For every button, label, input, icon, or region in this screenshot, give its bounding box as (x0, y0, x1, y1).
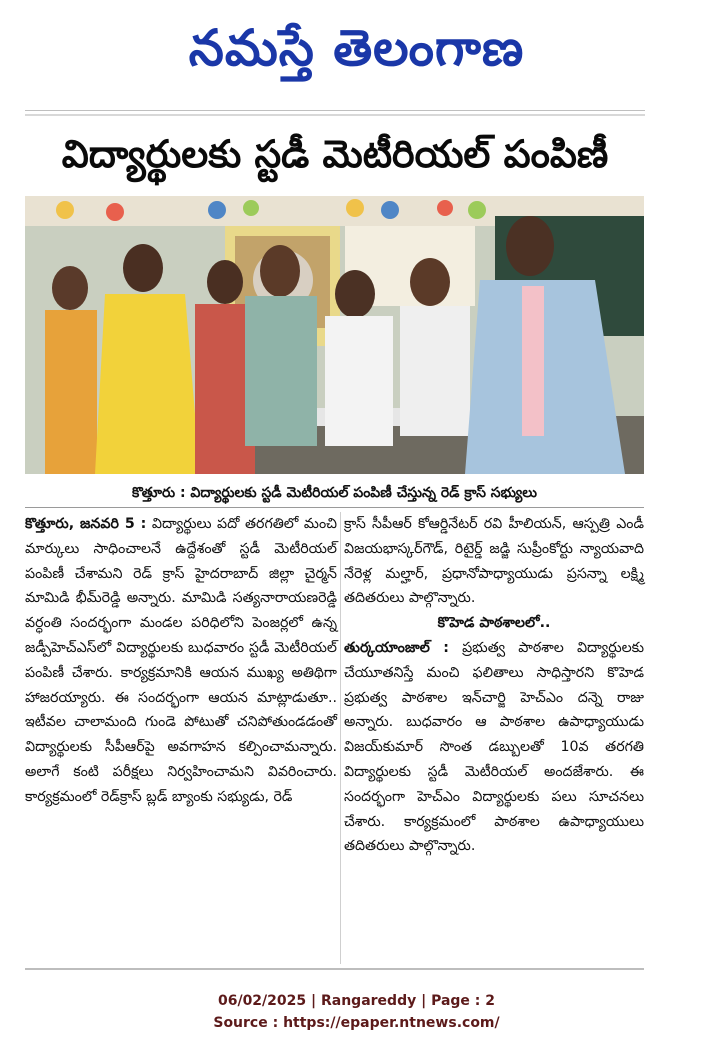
masthead-divider (25, 110, 645, 111)
column-divider (340, 512, 341, 964)
right-paragraph (344, 636, 644, 859)
dateline-kothur: కొత్తూరు, జనవరి 5 : (25, 516, 147, 532)
masthead (0, 6, 713, 90)
left-paragraph (25, 512, 337, 810)
source-line: Source : https://epaper.ntnews.com/ (213, 1015, 500, 1031)
right-body: ప్రభుత్వ పాఠశాల విద్యార్థులకు చేయూతనిస్తే మంచి ఫలితాలు సాధిస్తారని కొహెడ ప్రభుత్వ పాఠశాల ఇన్‌చార్జి హెచ్ఎం దన్నె రాజు అన్నారు. బుధవారం ఆ పాఠశాల ఉపాధ్యాయుడు విజయ్‌కుమార్ సొంత డబ్బులతో 10వ తరగతి విద్యార్థులకు స్టడీ మెటీరియల్ అందజేశారు. ఈ సందర్భంగా హెచ్ఎం విద్యార్థులకు పలు సూచనలు చేశారు. కార్యక్రమంలో పాఠశాల ఉపాధ్యాయులు తదితరులు పాల్గొన్నారు. (344, 639, 644, 855)
article-bottom-rule (25, 968, 644, 970)
article-column-right (344, 512, 644, 859)
dateline-turkayamjal: తుర్కయాంజాల్ : (344, 639, 449, 656)
subheading-koheda: కొహెడ పాఠశాలలో.. (437, 615, 551, 632)
masthead-divider-shadow (25, 114, 645, 116)
masthead-title: నమస్తే తెలంగాణ (188, 19, 525, 77)
article-column-left (25, 512, 337, 810)
article-photo (25, 196, 644, 474)
article-headline: విద్యార్థులకు స్టడీ మెటీరియల్ పంపిణీ (61, 132, 609, 176)
page-footer (0, 990, 713, 1034)
right-body-continued: క్రాస్ సీపీఆర్ కోఆర్డినేటర్ రవి హీలియన్, ఆస్పత్రి ఎండీ విజయభాస్కర్‌గౌడ్, రిటైర్డ్ జడ్జి సుప్రీంకోర్టు న్యాయవాది నేరెళ్ల మల్హార్, ప్రధానోపాధ్యాయుడు ప్రసన్నా లక్ష్మి తదితరులు పాల్గొన్నారు. (344, 516, 644, 607)
edition-line: 06/02/2025 | Rangareddy | Page : 2 (217, 993, 496, 1009)
left-body: విద్యార్థులు పదో తరగతిలో మంచి మార్కులు సాధించాలనే ఉద్దేశంతో స్టడీ మెటీరియల్ పంపిణీ చేశామని రెడ్ క్రాస్ హైదరాబాద్ జిల్లా చైర్మన్ మామిడి భీమ్‌రెడ్డి అన్నారు. మామిడి సత్యనారాయణరెడ్డి వర్ధంతి సందర్భంగా మండల పరిధిలోని పెంజర్లలో ఉన్న జడ్పీహెచ్ఎస్‌లో విద్యార్థులకు బుధవారం స్టడీ మెటీరియల్ పంపిణీ చేశారు. కార్యక్రమానికి ఆయన ముఖ్య అతిథిగా హాజరయ్యారు. ఈ సందర్భంగా ఆయన మాట్లాడుతూ.. ఇటీవల చాలామంది గుండె పోటుతో చనిపోతుండడంతో విద్యార్థులకు సీపీఆర్‌పై అవగాహన కల్పించామన్నారు. అలాగే కంటి పరీక్షలు నిర్వహించామని వివరించారు. కార్యక్రమంలో రెడ్‌క్రాస్ బ్లడ్ బ్యాంకు సభ్యుడు, రెడ్ (25, 516, 338, 805)
photo-caption: కొత్తూరు : విద్యార్థులకు స్టడీ మెటీరియల్ పంపిణీ చేస్తున్న రెడ్ క్రాస్ సభ్యులు (25, 478, 644, 508)
